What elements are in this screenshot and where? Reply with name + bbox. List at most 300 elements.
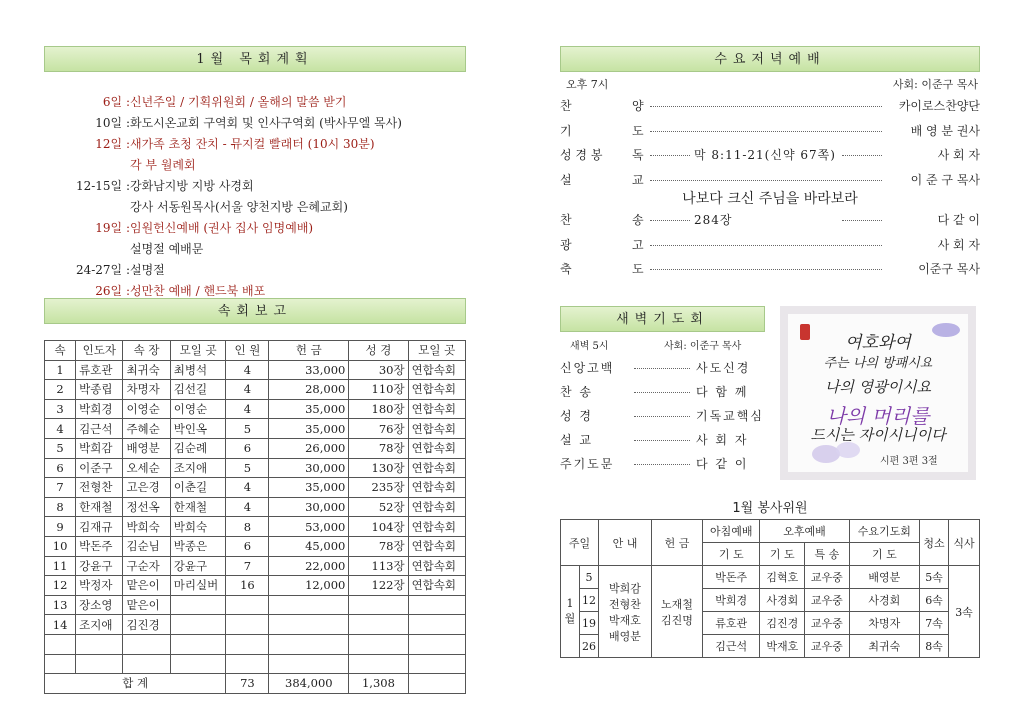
plan-row: [44, 197, 464, 218]
leader: [634, 392, 690, 393]
wed-item: [560, 143, 980, 167]
card-line: 나의 영광이시요: [824, 378, 932, 396]
report-cell: 이영순: [170, 399, 226, 419]
vol-sub-pray: 기 도: [760, 543, 805, 566]
leader: [650, 220, 690, 221]
vol-clean: 6속: [920, 589, 949, 612]
report-cell: 김진경: [123, 615, 170, 635]
report-cell: [76, 654, 123, 674]
wed-item-detail: 막 8:11-21(신약 67쪽): [694, 148, 836, 162]
report-cell: [349, 634, 408, 654]
table-row: [45, 654, 466, 674]
table-row: [45, 536, 466, 556]
wed-item-person: 사 회 자: [937, 148, 980, 162]
total-label: 합 계: [45, 674, 226, 694]
vol-clean: 8속: [920, 635, 949, 658]
plan-text: 신년주일 / 기획위원회 / 올해의 말씀 받기: [130, 95, 347, 109]
report-cell: 30,000: [269, 497, 349, 517]
wed-time: 오후 7시: [566, 78, 609, 91]
report-cell: 조지애: [170, 458, 226, 478]
volunteer-table: [560, 519, 980, 658]
wed-item-label: 설: [560, 172, 572, 187]
report-cell: 김근석: [76, 419, 123, 439]
card-line: 여호와여: [845, 333, 911, 353]
card-line: 드시는 자이시니이다: [810, 426, 946, 444]
report-cell: 전형찬: [76, 478, 123, 498]
leader: [634, 440, 690, 441]
report-cell: [408, 634, 465, 654]
report-header: 속회보고: [44, 298, 466, 324]
report-cell: 박희숙: [170, 517, 226, 537]
vol-special: 교우중: [805, 612, 850, 635]
wed-item-label-end: 송: [632, 213, 644, 227]
vol-afternoon-header: 오후예배: [760, 520, 849, 543]
vol-sub-pray: 기 도: [849, 543, 919, 566]
vol-guide-name: 전형찬: [609, 597, 641, 611]
report-cell: 이준구: [76, 458, 123, 478]
report-cell: 4: [226, 478, 269, 498]
dawn-item-value: 사 회 자: [696, 433, 749, 447]
report-cell: 22,000: [269, 556, 349, 576]
report-cell: 강윤구: [76, 556, 123, 576]
report-cell: 연합속회: [408, 360, 465, 380]
plan-date: 6일 :: [102, 95, 130, 109]
vol-guide-name: 박재호: [609, 613, 641, 627]
table-row: [45, 380, 466, 400]
report-cell: 박종립: [76, 380, 123, 400]
table-row: [45, 399, 466, 419]
vol-offering-name: 김진명: [661, 613, 693, 627]
vol-day: 26: [580, 635, 599, 658]
card-ref: 시편 3편 3절: [880, 456, 938, 467]
wed-item-label: 찬: [560, 213, 572, 227]
table-row: [45, 360, 466, 380]
report-cell: 김재규: [76, 517, 123, 537]
report-cell: [226, 634, 269, 654]
report-cell: [349, 595, 408, 615]
report-cell: [170, 634, 226, 654]
wed-item-label: 찬: [560, 99, 572, 113]
vol-clean: 7속: [920, 612, 949, 635]
report-cell: 배영분: [123, 438, 170, 458]
report-cell: [226, 595, 269, 615]
vol-offering: [652, 566, 703, 658]
report-cell: [123, 654, 170, 674]
report-cell: 김선길: [170, 380, 226, 400]
vol-wed: 배영분: [849, 566, 919, 589]
report-cell: 박인옥: [170, 419, 226, 439]
leader: [650, 131, 882, 132]
wed-item-label: 성 경 봉: [560, 148, 603, 162]
leader: [650, 180, 882, 181]
plan-text: 화도시온교회 구역회 및 인사구역회 (박사무엘 목사): [130, 116, 402, 130]
vol-meal-header: 식사: [949, 520, 980, 566]
wed-item: [560, 257, 980, 281]
dawn-time: 새벽 5시: [570, 341, 609, 352]
vol-month: 1월: [561, 566, 580, 658]
report-col-header: 성 경: [349, 341, 408, 361]
table-row: [45, 595, 466, 615]
report-cell: [408, 595, 465, 615]
report-cell: 연합속회: [408, 380, 465, 400]
report-cell: 8: [45, 497, 76, 517]
dawn-item-value: 다 함 께: [696, 385, 749, 399]
dawn-item-value: 다 같 이: [696, 457, 749, 471]
dawn-host: 사회: 이준구 목사: [664, 341, 742, 352]
report-cell: [408, 654, 465, 674]
leader: [650, 245, 882, 246]
plan-date: 12일 :: [95, 137, 130, 151]
plan-row: [44, 92, 464, 113]
report-cell: 류호관: [76, 360, 123, 380]
report-col-header: 헌 금: [269, 341, 349, 361]
report-cell: 104장: [349, 517, 408, 537]
vol-week-header: 주일: [561, 520, 599, 566]
report-cell: [269, 654, 349, 674]
vol-meal: 3속: [949, 566, 980, 658]
wed-item-label-end: 고: [632, 237, 644, 252]
report-cell: 52장: [349, 497, 408, 517]
report-cell: 4: [226, 380, 269, 400]
report-col-header: 속 장: [123, 341, 170, 361]
vol-wed: 차명자: [849, 612, 919, 635]
total-people: 73: [226, 674, 269, 694]
vol-sub-special: 특 송: [805, 543, 850, 566]
report-cell: 연합속회: [408, 419, 465, 439]
report-cell: 3: [45, 399, 76, 419]
vol-aft-pray: 김진경: [760, 612, 805, 635]
leader: [650, 269, 882, 270]
report-cell: 오세순: [123, 458, 170, 478]
table-row: [45, 438, 466, 458]
report-cell: 12: [45, 576, 76, 596]
report-cell: 76장: [349, 419, 408, 439]
report-cell: 장소영: [76, 595, 123, 615]
report-cell: 113장: [349, 556, 408, 576]
vol-special: 교우중: [805, 589, 850, 612]
dawn-item-label: 설 교: [560, 433, 593, 447]
vol-day: 19: [580, 612, 599, 635]
report-cell: 30,000: [269, 458, 349, 478]
table-row: [45, 615, 466, 635]
dawn-header: 새벽기도회: [560, 306, 765, 332]
report-cell: [349, 654, 408, 674]
wed-item-detail: 284장: [694, 213, 733, 227]
table-row: [45, 634, 466, 654]
report-cell: [269, 634, 349, 654]
vol-wed-header: 수요기도회: [849, 520, 919, 543]
vol-wed: 최귀숙: [849, 635, 919, 658]
dawn-item-label: 신앙고백: [560, 361, 615, 375]
wed-item-label-end: 도: [632, 262, 644, 276]
report-cell: 180장: [349, 399, 408, 419]
dawn-item-label: 성 경: [560, 409, 593, 423]
plan-date: 26일 :: [95, 284, 130, 298]
report-cell: [170, 615, 226, 635]
report-cell: 26,000: [269, 438, 349, 458]
report-cell: 한재철: [170, 497, 226, 517]
wed-item-label-end: 도: [632, 123, 644, 138]
report-cell: 30장: [349, 360, 408, 380]
report-cell: [123, 634, 170, 654]
report-cell: [226, 615, 269, 635]
leader: [650, 155, 690, 156]
leader: [842, 155, 882, 156]
vol-sub-pray: 기 도: [703, 543, 760, 566]
vol-guide-name: 박희감: [609, 581, 641, 595]
leader: [634, 464, 690, 465]
report-cell: 45,000: [269, 536, 349, 556]
sermon-title: 나보다 크신 주님을 바라보라: [682, 191, 858, 207]
wed-item-label: 기: [560, 123, 572, 138]
report-cell: 53,000: [269, 517, 349, 537]
report-cell: 박희경: [76, 399, 123, 419]
report-cell: 박정자: [76, 576, 123, 596]
report-cell: 35,000: [269, 399, 349, 419]
vol-morning: 류호관: [703, 612, 760, 635]
report-cell: 33,000: [269, 360, 349, 380]
plan-date: 12-15일 :: [75, 179, 130, 193]
report-cell: 연합속회: [408, 438, 465, 458]
report-cell: 강윤구: [170, 556, 226, 576]
wed-item-label: 축: [560, 262, 572, 276]
report-cell: 박희숙: [123, 517, 170, 537]
report-cell: 6: [226, 536, 269, 556]
leader: [634, 416, 690, 417]
vol-morning-header: 아침예배: [703, 520, 760, 543]
wed-item-person: 다 같 이: [937, 213, 980, 227]
report-cell: 한재철: [76, 497, 123, 517]
table-row: [45, 478, 466, 498]
dawn-item: [560, 405, 765, 427]
report-cell: 연합속회: [408, 536, 465, 556]
plan-list: [44, 92, 464, 302]
vol-morning: 김근석: [703, 635, 760, 658]
wed-item-person: 배 영 분 권사: [910, 123, 980, 138]
table-row: [45, 419, 466, 439]
plan-row: [44, 260, 464, 281]
report-cell: [349, 615, 408, 635]
report-cell: 16: [226, 576, 269, 596]
vol-guide-name: 배영분: [609, 629, 641, 643]
wed-item-label: 광: [560, 237, 572, 252]
dawn-item: [560, 357, 765, 379]
dawn-item: [560, 381, 765, 403]
report-cell: 35,000: [269, 478, 349, 498]
vol-special: 교우중: [805, 566, 850, 589]
report-cell: 4: [45, 419, 76, 439]
dawn-item-label: 찬 송: [560, 385, 593, 399]
report-cell: 5: [226, 458, 269, 478]
report-col-header: 인 원: [226, 341, 269, 361]
wed-item: [560, 119, 980, 143]
vol-day: 12: [580, 589, 599, 612]
wed-item: [560, 94, 980, 118]
report-cell: 박희감: [76, 438, 123, 458]
report-cell: 2: [45, 380, 76, 400]
vol-morning: 박희경: [703, 589, 760, 612]
report-cell: 110장: [349, 380, 408, 400]
report-cell: 28,000: [269, 380, 349, 400]
plan-date: 19일 :: [95, 221, 130, 235]
report-cell: 7: [45, 478, 76, 498]
plan-text: 성만찬 예배 / 핸드북 배포: [130, 284, 266, 298]
wed-item: [560, 208, 980, 232]
wed-header: 수요저녁예배: [560, 46, 980, 72]
dawn-item-value: 기독교핵심: [696, 409, 764, 423]
report-cell: 8: [226, 517, 269, 537]
plan-text: 강화남지방 지방 사경회: [130, 179, 254, 193]
report-cell: [76, 634, 123, 654]
vol-clean: 5속: [920, 566, 949, 589]
plan-row: [44, 113, 464, 134]
volunteer-title: 1월 봉사위원: [732, 501, 808, 516]
plan-text: 임원헌신예배 (권사 집사 임명예배): [130, 221, 314, 235]
report-cell: 주혜순: [123, 419, 170, 439]
table-row: [45, 517, 466, 537]
report-cell: 6: [45, 458, 76, 478]
report-cell: 정선옥: [123, 497, 170, 517]
report-cell: 맡은이: [123, 595, 170, 615]
wed-item-person: 카이로스찬양단: [898, 99, 980, 113]
vol-offering-name: 노재철: [661, 597, 693, 611]
scripture-card: [780, 306, 976, 480]
report-cell: 35,000: [269, 419, 349, 439]
report-cell: 연합속회: [408, 576, 465, 596]
table-row: [45, 458, 466, 478]
report-total-row: [45, 674, 466, 694]
report-cell: 10: [45, 536, 76, 556]
report-cell: 1: [45, 360, 76, 380]
plan-row: [44, 155, 464, 176]
report-cell: 구순자: [123, 556, 170, 576]
plan-text: 새가족 초청 잔치 - 뮤지컬 빨래터 (10시 30분): [130, 137, 375, 151]
wed-host: 사회: 이준구 목사: [892, 78, 978, 91]
report-cell: 14: [45, 615, 76, 635]
report-cell: [269, 595, 349, 615]
report-cell: 4: [226, 399, 269, 419]
report-cell: 조지애: [76, 615, 123, 635]
vol-offering-header: 헌 금: [652, 520, 703, 566]
wed-item-person: 이 준 구 목사: [910, 172, 980, 187]
report-cell: 78장: [349, 536, 408, 556]
report-cell: [170, 595, 226, 615]
dawn-item-value: 사도신경: [696, 361, 751, 375]
dawn-item: [560, 453, 765, 475]
wed-item-label-end: 양: [632, 99, 644, 113]
dawn-item: [560, 429, 765, 451]
dawn-item-label: 주기도문: [560, 457, 615, 471]
report-cell: 6: [226, 438, 269, 458]
table-row: [45, 556, 466, 576]
report-cell: 7: [226, 556, 269, 576]
report-cell: 9: [45, 517, 76, 537]
report-cell: 122장: [349, 576, 408, 596]
report-table: [44, 340, 466, 694]
report-col-header: 인도자: [76, 341, 123, 361]
total-offering: 384,000: [269, 674, 349, 694]
report-cell: 김순님: [123, 536, 170, 556]
plan-row: [44, 176, 464, 197]
vol-aft-pray: 사경회: [760, 589, 805, 612]
report-cell: [269, 615, 349, 635]
report-cell: 13: [45, 595, 76, 615]
report-cell: 차명자: [123, 380, 170, 400]
report-cell: 맡은이: [123, 576, 170, 596]
report-cell: 연합속회: [408, 399, 465, 419]
report-cell: 최병석: [170, 360, 226, 380]
plan-text: 강사 서동원목사(서울 양천지방 은혜교회): [130, 200, 348, 214]
plan-date: [44, 197, 130, 218]
report-cell: 박종은: [170, 536, 226, 556]
report-col-header: 모일 곳: [408, 341, 465, 361]
report-col-header: 모일 곳: [170, 341, 226, 361]
card-line: 주는 나의 방패시요: [823, 356, 933, 371]
wed-item-person: 사 회 자: [937, 237, 980, 252]
report-cell: [226, 654, 269, 674]
plan-text: 각 부 월례회: [130, 158, 196, 172]
report-cell: 연합속회: [408, 478, 465, 498]
plan-date: [44, 155, 130, 176]
vol-guide: [599, 566, 652, 658]
report-cell: 이영순: [123, 399, 170, 419]
vol-special: 교우중: [805, 635, 850, 658]
report-cell: [45, 654, 76, 674]
card-line: 나의 머리를: [826, 404, 930, 428]
report-cell: 5: [45, 438, 76, 458]
report-cell: 이춘길: [170, 478, 226, 498]
report-cell: 12,000: [269, 576, 349, 596]
report-cell: 김순례: [170, 438, 226, 458]
table-row: [45, 576, 466, 596]
plan-row: [44, 239, 464, 260]
report-cell: [45, 634, 76, 654]
report-cell: 78장: [349, 438, 408, 458]
report-cell: [408, 615, 465, 635]
vol-day: 5: [580, 566, 599, 589]
plan-text: 설명절 예배문: [130, 242, 204, 256]
wed-item-label-end: 독: [632, 148, 644, 162]
plan-date: 24-27일 :: [75, 263, 130, 277]
plan-row: [44, 218, 464, 239]
table-row: [45, 497, 466, 517]
report-cell: 130장: [349, 458, 408, 478]
wed-item-person: 이준구 목사: [918, 262, 980, 276]
report-cell: 연합속회: [408, 458, 465, 478]
vol-aft-pray: 김혁호: [760, 566, 805, 589]
report-cell: 4: [226, 497, 269, 517]
report-cell: 최귀숙: [123, 360, 170, 380]
report-cell: 5: [226, 419, 269, 439]
vol-clean-header: 청소: [920, 520, 949, 566]
report-cell: [170, 654, 226, 674]
leader: [650, 106, 882, 107]
report-cell: 11: [45, 556, 76, 576]
wed-item: [560, 233, 980, 257]
plan-text: 설명절: [130, 263, 165, 277]
report-cell: 연합속회: [408, 517, 465, 537]
plan-header: 1월 목회계획: [44, 46, 466, 72]
report-cell: 마리실버: [170, 576, 226, 596]
report-cell: 4: [226, 360, 269, 380]
report-cell: 235장: [349, 478, 408, 498]
vol-guide-header: 안 내: [599, 520, 652, 566]
plan-date: [44, 239, 130, 260]
report-col-header: 속: [45, 341, 76, 361]
leader: [634, 368, 690, 369]
total-bible: 1,308: [349, 674, 408, 694]
vol-morning: 박돈주: [703, 566, 760, 589]
